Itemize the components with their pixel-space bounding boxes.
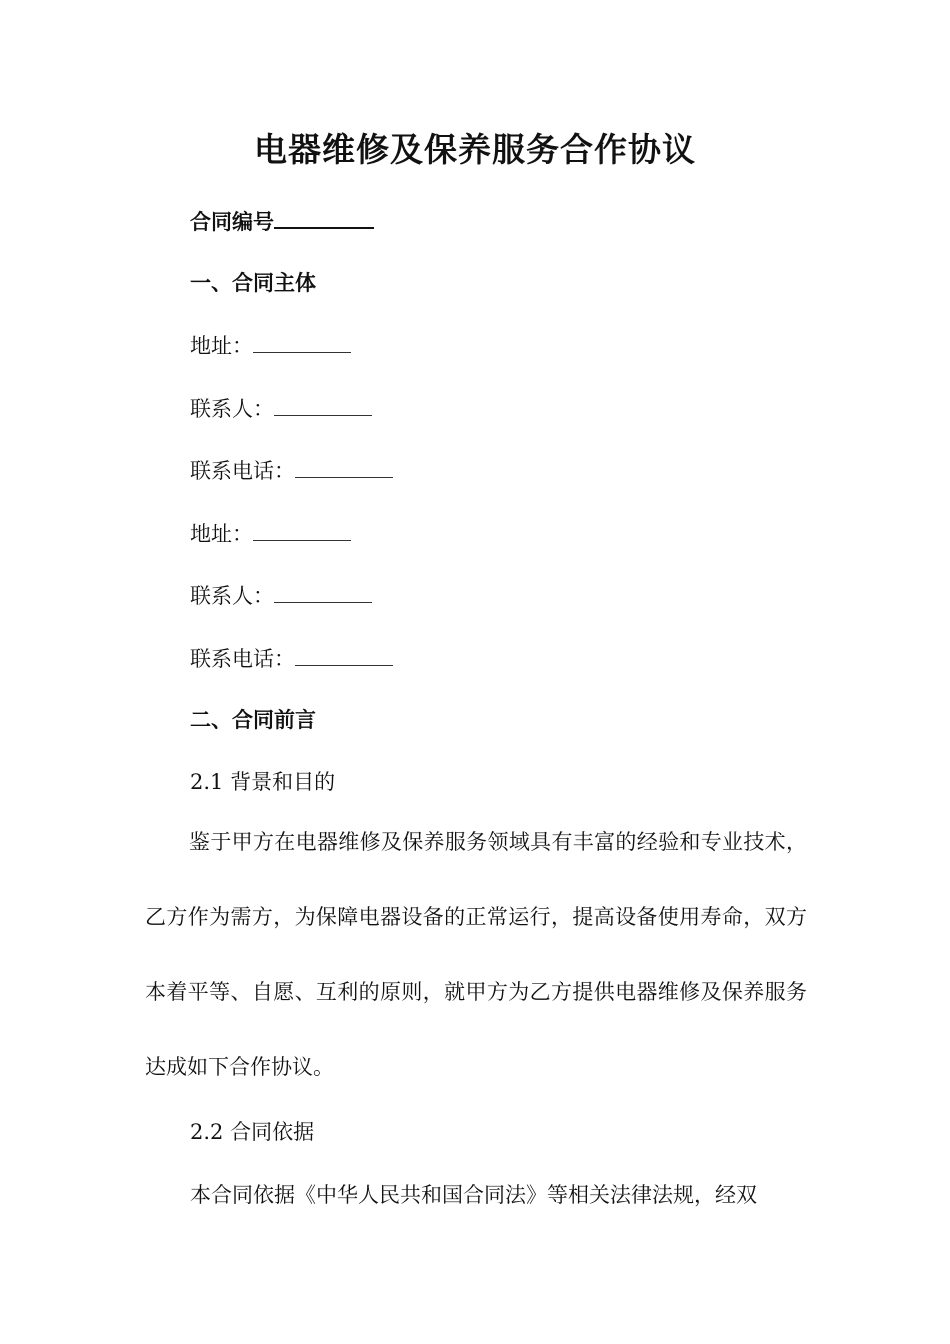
contract-number-line xyxy=(190,205,374,237)
party-b-address-line xyxy=(190,518,351,549)
party-a-contact-line xyxy=(190,393,372,424)
phone-blank xyxy=(295,643,393,666)
subsection-background: 2.1 背景和目的 xyxy=(190,770,336,794)
contact-blank xyxy=(274,393,372,416)
document-title: 电器维修及保养服务合作协议 xyxy=(254,130,696,169)
phone-label: 联系电话： xyxy=(190,647,295,671)
address-blank xyxy=(253,330,351,353)
contact-label: 联系人： xyxy=(190,584,274,608)
basis-paragraph: 本合同依据《中华人民共和国合同法》等相关法律法规，经双 xyxy=(190,1183,757,1207)
party-a-address-line xyxy=(190,330,351,361)
phone-label: 联系电话： xyxy=(190,459,295,483)
section-heading-parties: 一、合同主体 xyxy=(190,271,316,295)
address-label: 地址： xyxy=(190,522,253,546)
contact-label: 联系人： xyxy=(190,397,274,421)
subsection-basis: 2.2 合同依据 xyxy=(190,1120,315,1144)
contact-blank xyxy=(274,580,372,603)
address-label: 地址： xyxy=(190,334,253,358)
party-b-contact-line xyxy=(190,580,372,611)
party-b-phone-line xyxy=(190,643,393,674)
address-blank xyxy=(253,518,351,541)
section-heading-preamble: 二、合同前言 xyxy=(190,708,316,732)
background-paragraph: 鉴于甲方在电器维修及保养服务领域具有丰富的经验和专业技术，乙方作为需方，为保障电器设备的正常运行，提高设备使用寿命，双方本着平等、自愿、互利的原则，就甲方为乙方提供电器维修及保养服务达成如下合作协议。 xyxy=(145,830,807,1079)
contract-number-blank xyxy=(274,205,374,229)
contract-number-label: 合同编号 xyxy=(190,210,274,234)
phone-blank xyxy=(295,455,393,478)
party-a-phone-line xyxy=(190,455,393,486)
